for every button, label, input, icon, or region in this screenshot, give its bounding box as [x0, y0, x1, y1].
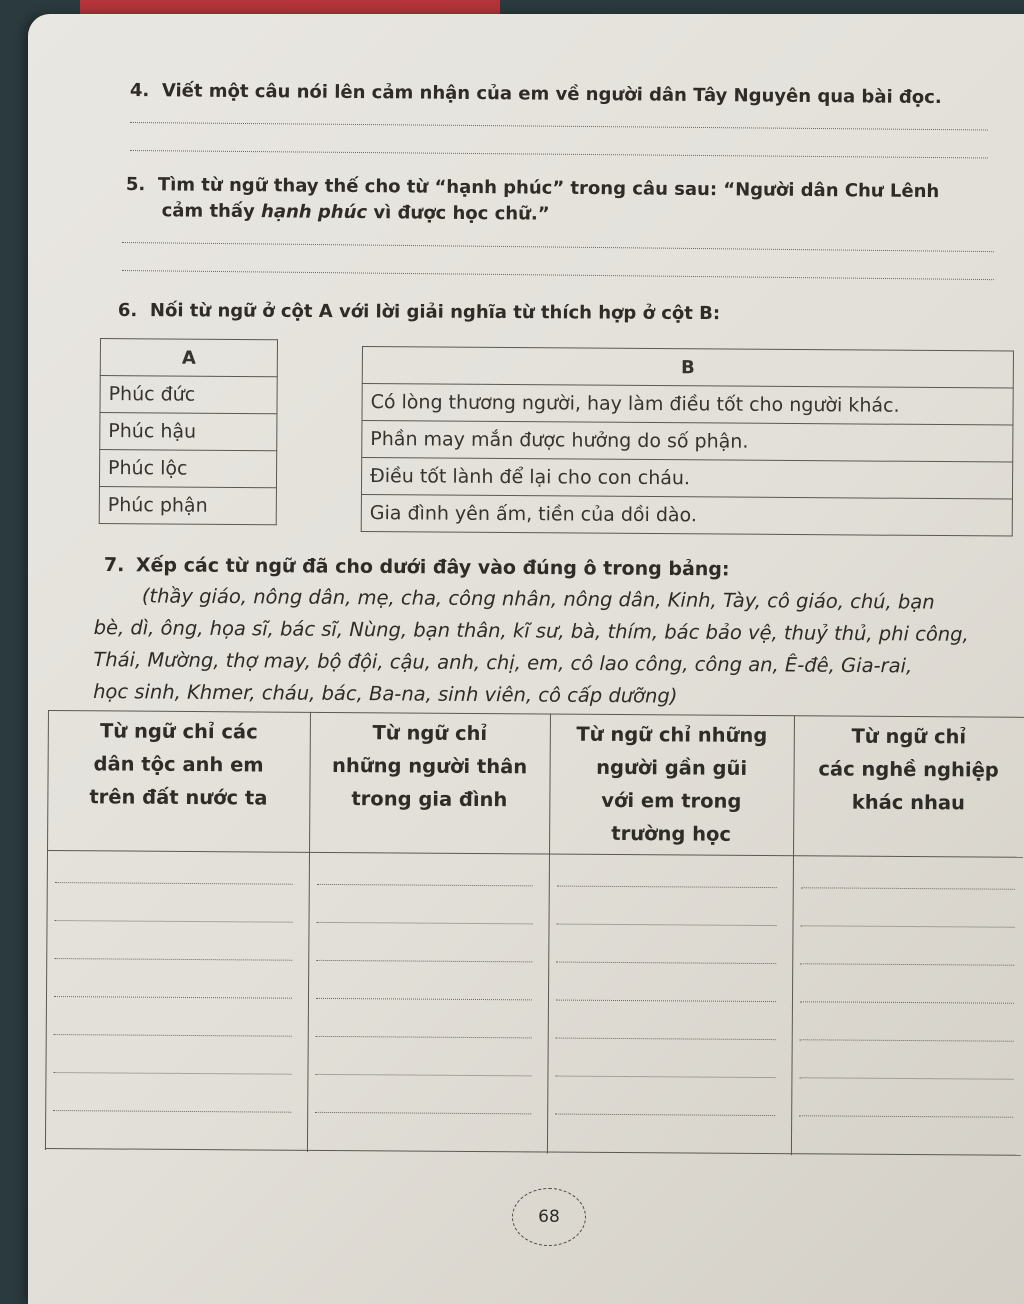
answer-line: [557, 886, 777, 889]
word-list-line: (thầy giáo, nông dân, mẹ, cha, công nhân, nông dân, Kinh, Tày, cô giáo, chú, bạn: [141, 584, 935, 614]
answer-line: [55, 920, 293, 923]
word-list: [93, 580, 969, 715]
column-b-item: Gia đình yên ấm, tiền của dồi dào.: [361, 494, 1012, 536]
header-line: trong gia đình: [351, 787, 508, 812]
answer-line: [53, 1110, 291, 1113]
question-number: 6.: [117, 299, 138, 322]
column-a-item: Phúc phận: [99, 486, 276, 524]
column-header-school: [549, 718, 794, 852]
answer-line: [316, 1036, 532, 1039]
answer-line: [799, 1077, 1013, 1079]
question-text: Xếp các từ ngữ đã cho dưới đây vào đúng ô trong bảng:: [135, 554, 730, 581]
question-text: Viết một câu nói lên cảm nhận của em về người dân Tây Nguyên qua bài đọc.: [161, 80, 942, 109]
classification-table: [45, 710, 1024, 1157]
column-b-header: B: [362, 347, 1013, 389]
answer-line: [316, 998, 532, 1001]
header-line: với em trong: [601, 788, 742, 813]
column-a-item: Phúc lộc: [99, 450, 276, 488]
header-line: Từ ngữ chỉ: [851, 724, 967, 749]
question-number: 7.: [103, 553, 125, 577]
answer-line: [556, 1000, 776, 1003]
question-6: [118, 298, 720, 327]
question-text-line1: Tìm từ ngữ thay thế cho từ “hạnh phúc” trong câu sau: “Người dân Chư Lênh: [157, 174, 940, 203]
question-text-part: cảm thấy: [161, 200, 262, 223]
answer-line: [53, 1072, 291, 1075]
header-line: dân tộc anh em: [93, 752, 264, 777]
answer-line: [800, 963, 1014, 965]
table-header-divider: [47, 850, 1023, 858]
answer-line: [801, 925, 1015, 927]
header-line: Từ ngữ chỉ: [372, 721, 488, 746]
column-header-family: [309, 716, 550, 817]
answer-line: [556, 962, 776, 965]
column-a-header: A: [100, 339, 277, 377]
word-list-line: học sinh, Khmer, cháu, bác, Ba-na, sinh viên, cô cấp dưỡng): [93, 679, 678, 708]
header-line: trên đất nước ta: [89, 785, 268, 810]
column-b-item: Phần may mắn được hưởng do số phận.: [362, 421, 1013, 463]
answer-line: [800, 1001, 1014, 1003]
header-line: những người thân: [331, 753, 528, 779]
highlighted-word: hạnh phúc: [260, 201, 368, 224]
answer-line: [800, 1039, 1014, 1041]
column-header-occupations: [793, 719, 1024, 820]
answer-line: [317, 884, 533, 887]
header-line: trường học: [611, 821, 732, 846]
question-7: [104, 552, 730, 582]
column-a-table: [99, 338, 278, 525]
question-text: Nối từ ngữ ở cột A với lời giải nghĩa từ thích hợp ở cột B:: [149, 300, 721, 325]
answer-line: [316, 960, 532, 963]
page-number: 68: [512, 1188, 586, 1246]
answer-line: [54, 1034, 292, 1037]
answer-line: [54, 958, 292, 961]
answer-line: [801, 887, 1015, 889]
word-list-line: Thái, Mường, thợ may, bộ đội, cậu, anh, chị, em, cô lao công, công an, Ê-đê, Gia-rai,: [93, 647, 913, 678]
answer-line: [799, 1115, 1013, 1117]
answer-line: [315, 1112, 531, 1115]
header-line: khác nhau: [851, 790, 966, 815]
question-number: 5.: [125, 173, 146, 196]
column-a-item: Phúc đức: [100, 376, 277, 414]
column-a-item: Phúc hậu: [100, 413, 277, 451]
word-list-line: bè, dì, ông, họa sĩ, bác sĩ, Nùng, bạn thân, kĩ sư, bà, thím, bác bảo vệ, thuỷ thủ, phi công,: [93, 615, 969, 646]
header-line: các nghề nghiệp: [818, 757, 999, 782]
question-number: 4.: [129, 79, 150, 102]
answer-line: [556, 1038, 776, 1041]
answer-line: [555, 1114, 775, 1117]
question-5: [126, 172, 940, 231]
column-b-table: [361, 346, 1014, 537]
column-b-item: Có lòng thương người, hay làm điều tốt cho người khác.: [362, 384, 1013, 426]
answer-line: [55, 882, 293, 885]
question-text-part: vì được học chữ.”: [367, 202, 550, 225]
header-line: Từ ngữ chỉ các: [99, 719, 258, 744]
answer-line: [317, 922, 533, 925]
column-header-ethnic-groups: [47, 714, 310, 815]
header-line: người gần gũi: [596, 755, 748, 780]
header-line: Từ ngữ chỉ những: [576, 722, 768, 748]
answer-line: [315, 1074, 531, 1077]
answer-line: [555, 1076, 775, 1079]
answer-line: [54, 996, 292, 999]
answer-line: [557, 924, 777, 927]
column-b-item: Điều tốt lành để lại cho con cháu.: [361, 458, 1012, 500]
